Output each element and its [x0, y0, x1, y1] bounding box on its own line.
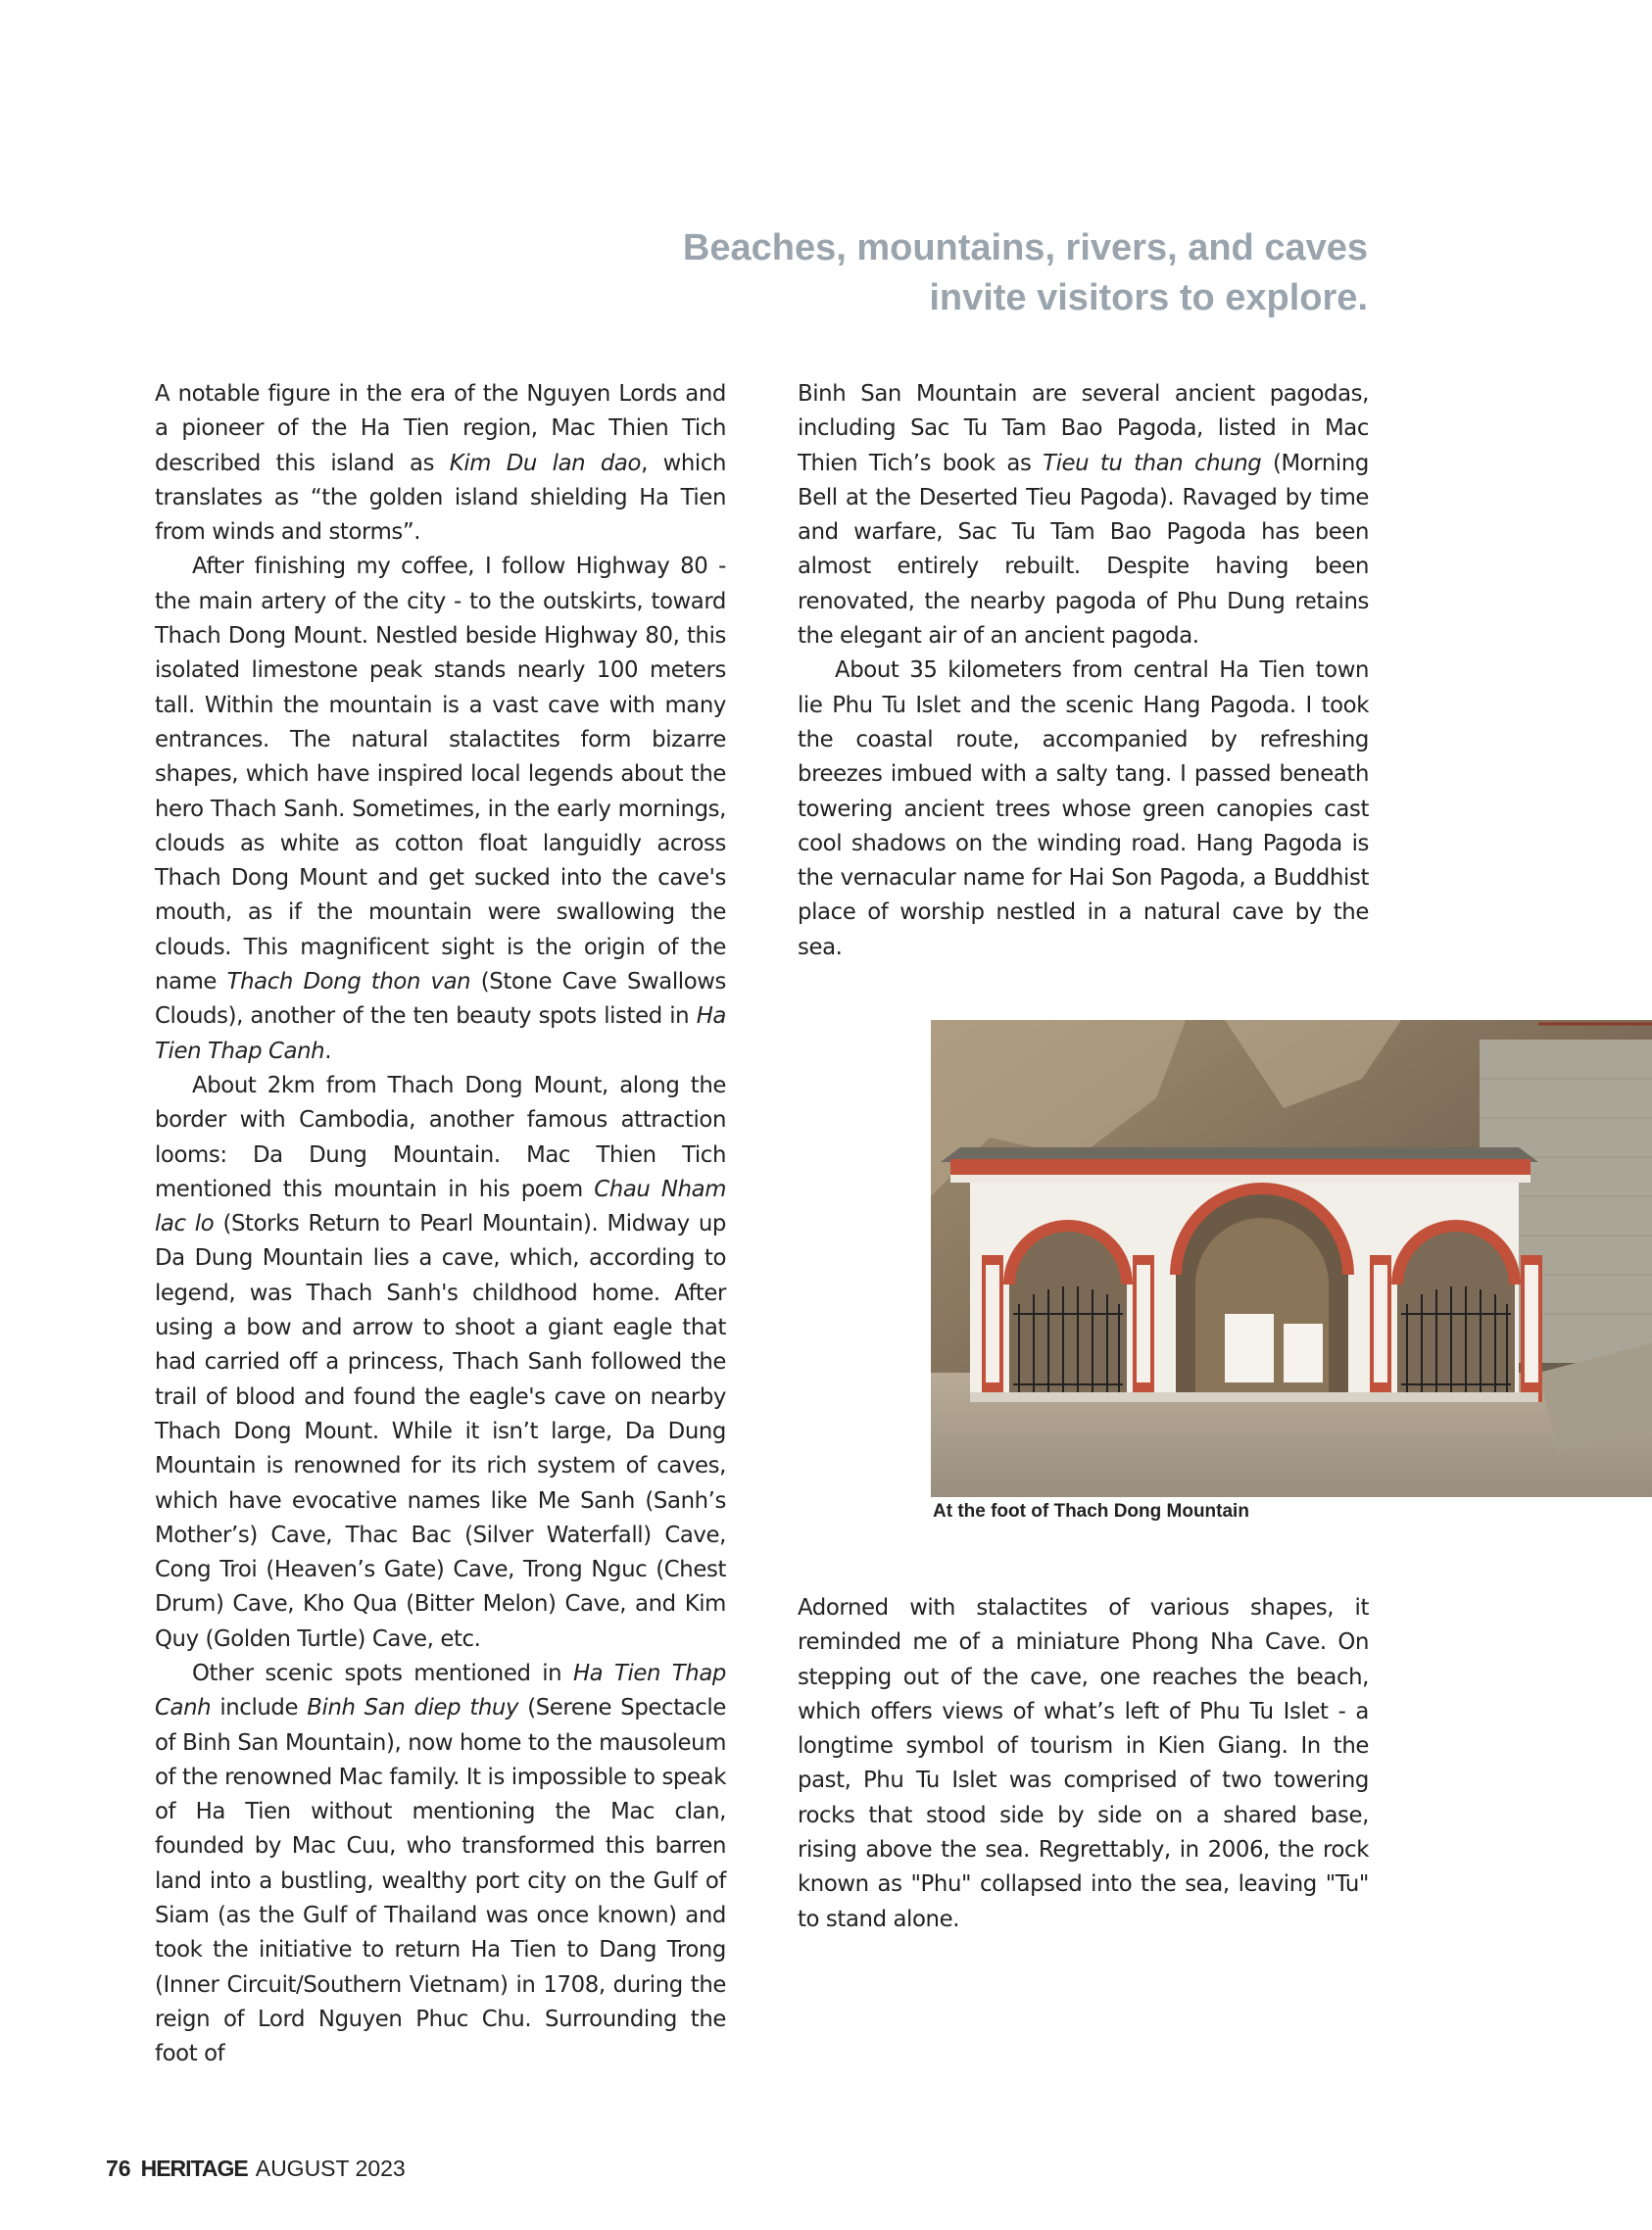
- pull-quote-line-2: invite visitors to explore.: [929, 277, 1368, 318]
- pull-quote: [486, 223, 1368, 323]
- page-number: 76: [106, 2156, 131, 2181]
- page-footer: [106, 2156, 406, 2182]
- left-column: [155, 377, 726, 2072]
- paragraph: Binh San Mountain are several ancient pagodas, including Sac Tu Tam Bao Pagoda, listed in Mac Thien Tich’s book as Tieu tu than chung (Morning Bell at the Deserted Tieu Pagoda). Ravaged by time and warfare, Sac Tu Tam Bao Pagoda has been almost entirely rebuilt. Despite having been renovated, the nearby pagoda of Phu Dung retains the elegant air of an ancient pagoda.: [798, 381, 1369, 650]
- paragraph: After finishing my coffee, I follow Highway 80 - the main artery of the city - to the outskirts, toward Thach Dong Mount. Nestled beside Highway 80, this isolated limestone peak stands nearly 100 meters tall. Within the mountain is a vast cave with many entrances. The natural stalactites form bizarre shapes, which have inspired local legends about the hero Thach Sanh. Sometimes, in the early mornings, clouds as white as cotton float languidly across Thach Dong Mount and get sucked into the cave's mouth, as if the mountain were swallowing the clouds. This magnificent sight is the origin of the name Thach Dong thon van (Stone Cave Swallows Clouds), another of the ten beauty spots listed in Ha Tien Thap Canh.: [155, 554, 726, 1064]
- magazine-name: HERITAGE: [140, 2156, 248, 2181]
- gate-illustration: [931, 1020, 1652, 1497]
- right-column-top: [798, 377, 1369, 965]
- paragraph: About 2km from Thach Dong Mount, along the border with Cambodia, another famous attraction looms: Da Dung Mountain. Mac Thien Tich mentioned this mountain in his poem Chau Nham lac lo (Storks Return to Pearl Mountain). Midway up Da Dung Mountain lies a cave, which, according to legend, was Thach Sanh's childhood home. After using a bow and arrow to shoot a giant eagle that had carried off a princess, Thach Sanh followed the trail of blood and found the eagle's cave on nearby Thach Dong Mount. While it isn’t large, Da Dung Mountain is renowned for its rich system of caves, which have evocative names like Me Sanh (Sanh’s Mother’s) Cave, Thac Bac (Silver Waterfall) Cave, Cong Troi (Heaven’s Gate) Cave, Trong Nguc (Chest Drum) Cave, Kho Qua (Bitter Melon) Cave, and Kim Quy (Golden Turtle) Cave, etc.: [155, 1072, 727, 1652]
- pull-quote-line-1: Beaches, mountains, rivers, and caves: [682, 227, 1368, 268]
- paragraph: Other scenic spots mentioned in Ha Tien Thap Canh include Binh San diep thuy (Serene Spectacle of Binh San Mountain), now home to the mausoleum of the renowned Mac family. It is impossible to speak of Ha Tien without mentioning the Mac clan, founded by Mac Cuu, who transformed this barren land into a bustling, wealthy port city on the Gulf of Siam (as the Gulf of Thailand was once known) and took the initiative to return Ha Tien to Dang Trong (Inner Circuit/Southern Vietnam) in 1708, during the reign of Lord Nguyen Phuc Chu. Surrounding the foot of: [155, 1660, 726, 2067]
- photo-thach-dong-gate: [931, 1020, 1652, 1497]
- issue-date: AUGUST 2023: [255, 2156, 406, 2181]
- paragraph: Adorned with stalactites of various shapes, it reminded me of a miniature Phong Nha Cave. On stepping out of the cave, one reaches the beach, which offers views of what’s left of Phu Tu Islet - a longtime symbol of tourism in Kien Giang. In the past, Phu Tu Islet was comprised of two towering rocks that stood side by side on a shared base, rising above the sea. Regrettably, in 2006, the rock known as "Phu" collapsed into the sea, leaving "Tu" to stand alone.: [798, 1595, 1369, 1932]
- paragraph: About 35 kilometers from central Ha Tien town lie Phu Tu Islet and the scenic Hang Pagoda. I took the coastal route, accompanied by refreshing breezes imbued with a salty tang. I passed beneath towering ancient trees whose green canopies cast cool shadows on the winding road. Hang Pagoda is the vernacular name for Hai Son Pagoda, a Buddhist place of worship nestled in a natural cave by the sea.: [798, 657, 1369, 960]
- photo-caption: At the foot of Thach Dong Mountain: [933, 1501, 1249, 1522]
- right-column-bottom: [798, 1591, 1369, 1937]
- paragraph: A notable figure in the era of the Nguyen Lords and a pioneer of the Ha Tien region, Mac Thien Tich described this island as Kim Du lan dao, which translates as “the golden island shielding Ha Tien from winds and storms”.: [155, 381, 726, 546]
